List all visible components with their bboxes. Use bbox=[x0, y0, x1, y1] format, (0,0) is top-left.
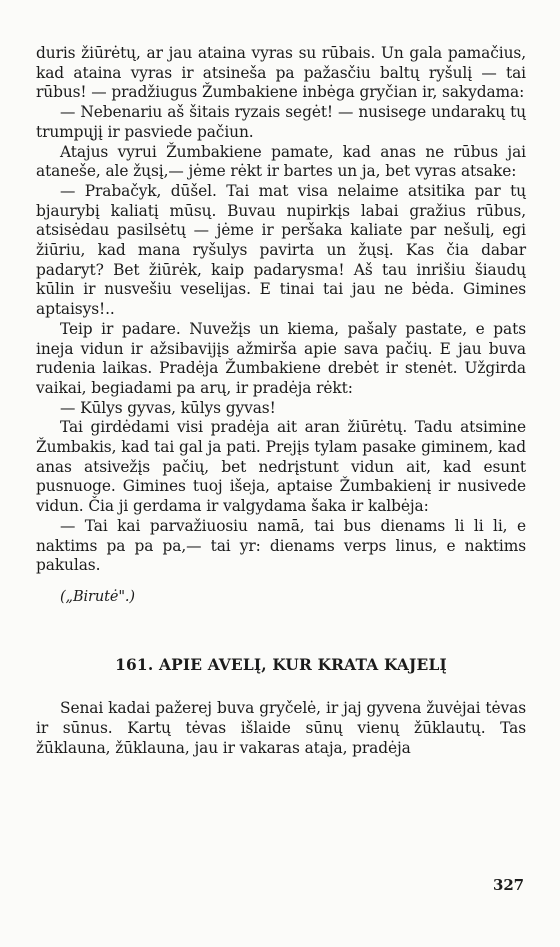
story-title: 161. APIE AVELĮ, KUR KRATA KAJELĮ bbox=[115, 655, 447, 674]
text-paragraph: — Nebenariu aš šitais ryzais segėt! — nusisege undarakų tų trumpųjį ir pasviede pačiun. bbox=[36, 103, 526, 141]
text-paragraph: — Kūlys gyvas, kūlys gyvas! bbox=[60, 398, 276, 417]
source-citation: („Birutė".) bbox=[60, 588, 135, 605]
text-paragraph: Tai girdėdami visi pradėja ait aran žiūrėtų. Tadu atsimine Žumbakis, kad tai gal ja pati. Prejįs tylam pasake giminem, kad anas atsivežįs pačių, bet nedrįstunt vidun ait, kad esunt pusnuoge. Gimines tuoj išeja, aptaise Žumbakienį ir nusivede vidun. Čia ji gerdama ir valgydama šaka ir kalbėja: bbox=[36, 418, 526, 516]
text-paragraph: Teip ir padare. Nuvežįs un kiema, pašaly pastate, e pats ineja vidun ir ažsibavijįs ažmirša apie sava pačių. E jau buva rudenia laikas. Pradėja Žumbakiene drebėt ir stenėt. Užgirda vaikai, begiadami pa arų, ir pradėja rėkt: bbox=[36, 319, 526, 397]
page-number: 327 bbox=[492, 876, 524, 894]
text-paragraph: Atajus vyrui Žumbakiene pamate, kad anas ne rūbus jai ataneše, ale žųsį,— jėme rėkt ir bartes un ja, bet vyras atsake: bbox=[36, 142, 526, 181]
text-paragraph: duris žiūrėtų, ar jau ataina vyras su rūbais. Un gala pamačius, kad ataina vyras ir atsineša pa pažasčiu baltų ryšulį — tai rūbus! — pradžiugus Žumbakiene inbėga gryčian ir, sakydama: bbox=[36, 44, 526, 102]
text-paragraph: — Prabačyk, dūšel. Tai mat visa nelaime atsitika par tų bjaurybį kaliatį mūsų. Buvau nupirkįs labai gražius rūbus, atsisėdau pasilsėtų — jėme ir peršaka kaliate par nešulį, egi žiūriu, kad mana ryšulys pavirta un žųsį. Kas čia dabar padaryt? Bet žiūrėk, kaip padarysma! Aš tau inrišiu šiaudų kūlin ir nusvešiu veselijas. E tinai tai jau ne bėda. Gimines aptaisys!.. bbox=[36, 181, 526, 319]
story-paragraph: Senai kadai pažerej buva gryčelė, ir jaj gyvena žuvėjai tėvas ir sūnus. Kartų tėvas išlaide sūnų vienų žūklautų. Tas žūklauna, žūklauna, jau ir vakaras ataja, pradėja bbox=[36, 699, 526, 757]
text-paragraph: — Tai kai parvažiuosiu namā, tai bus dienams li li li, e naktims pa pa pa,— tai yr: dienams verps linus, e naktims pakulas. bbox=[36, 516, 526, 575]
